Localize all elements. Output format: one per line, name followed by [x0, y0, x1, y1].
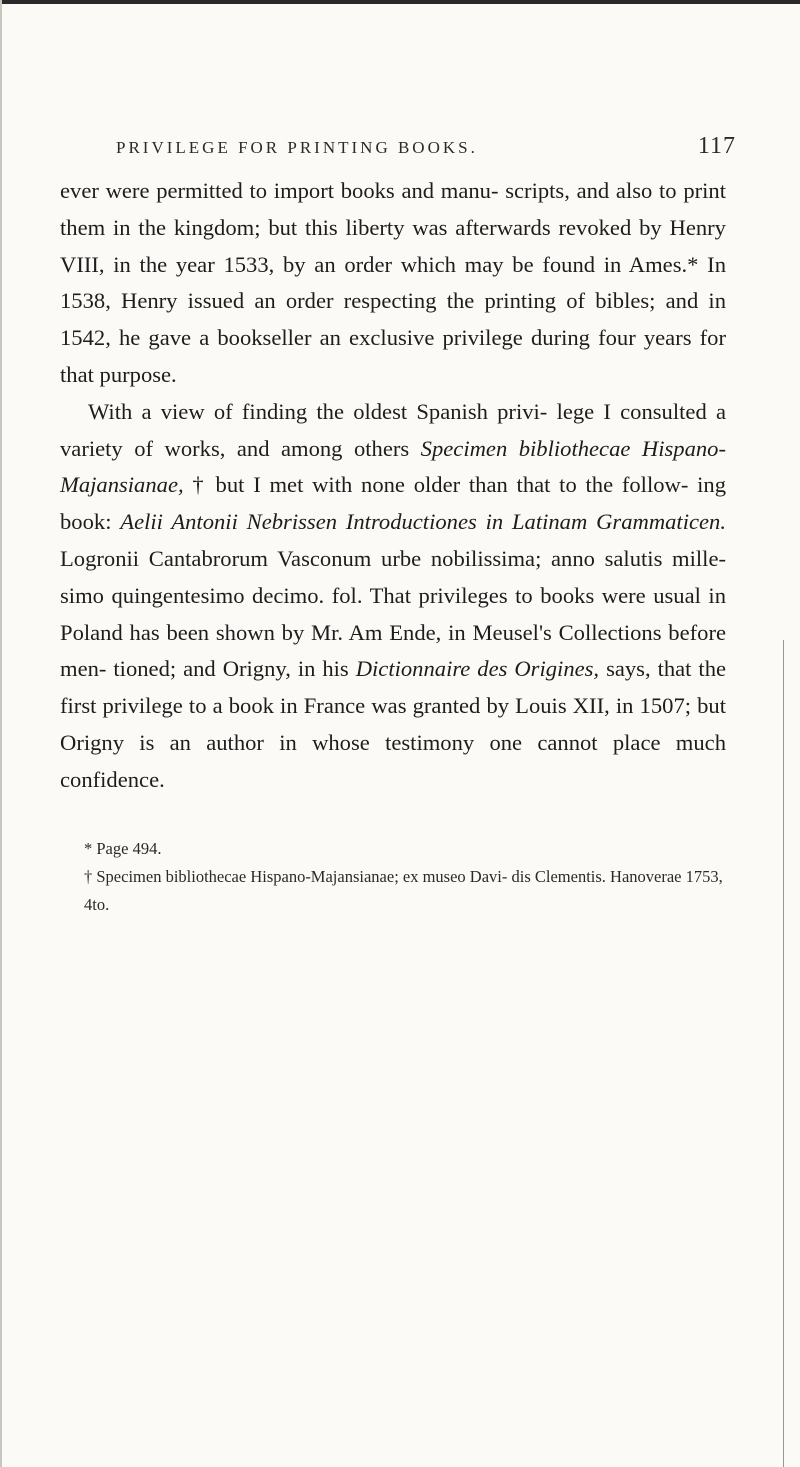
text-line: tioned; and Origny, in his: [113, 656, 349, 682]
paragraph-2: [60, 394, 726, 799]
text-line: order respecting the printing of bibles; and in: [285, 288, 726, 314]
footnotes: [84, 835, 726, 919]
italic-title: Dictionnaire des Origines,: [355, 656, 600, 682]
text-line: Logronii Cantabrorum: [60, 545, 268, 571]
footnote-2-line: † Specimen bibliothecae Hispano-Majansianae; ex museo Davi-: [84, 866, 508, 886]
footnote-2-line: dis Clementis. Hanoverae 1753, 4to.: [84, 866, 723, 914]
text-line: during four years for that purpose.: [60, 325, 727, 387]
text-line: Vasconum urbe nobilissima; anno salutis mille-: [277, 545, 726, 571]
running-title: PRIVILEGE FOR PRINTING BOOKS.: [116, 138, 478, 157]
page-right-edge: [783, 640, 784, 1467]
text-line: Mr. Am Ende, in Meusel's Collections before men-: [60, 619, 727, 682]
text-line: much confidence.: [60, 729, 726, 792]
text-line: With a view of finding the oldest Spanish privi-: [88, 398, 548, 424]
text-line: to books were usual in Poland has been shown by: [60, 582, 726, 645]
text-line: was granted by Louis XII, in 1507; but Origny: [60, 693, 726, 755]
text-line: scripts, and also to print them in the kingdom;: [60, 178, 726, 240]
italic-title: Aelii Antonii Nebrissen Introductiones: [120, 509, 477, 535]
book-page: [60, 133, 736, 919]
text-line: found in Ames.* In 1538, Henry issued an: [60, 251, 726, 314]
running-head: [116, 133, 736, 173]
italic-title: Specimen bibliothecae Hispano-Majansianae,: [60, 435, 726, 498]
text-line: but this liberty was afterwards revoked by Henry: [268, 214, 726, 240]
text-line: ever were permitted to import books and manu-: [60, 178, 499, 203]
footnote-ref-dagger: † but: [192, 472, 245, 498]
text-line: says, that the first privilege to a book in France: [60, 656, 727, 719]
text-line: ing book:: [60, 472, 727, 535]
text-line: lege I consulted a variety of works, and among others: [60, 398, 726, 461]
body-text: [60, 173, 726, 799]
footnote-1: * Page 494.: [84, 838, 162, 858]
page-top-edge: [0, 0, 800, 4]
footnote-2: [84, 863, 726, 919]
italic-title: in Latinam Grammaticen.: [485, 509, 726, 535]
paragraph-1: [60, 173, 726, 394]
text-line: simo quingentesimo decimo. fol. That privileges: [60, 582, 508, 608]
text-line: is an author in whose testimony one cannot place: [139, 729, 661, 755]
text-line: 1542, he gave a bookseller an exclusive privilege: [60, 325, 523, 351]
page-left-edge: [0, 0, 2, 1467]
page-number: 117: [697, 133, 736, 159]
text-line: VIII, in the year 1533, by an order which may be: [60, 251, 534, 277]
text-line: I met with none older than that to the follow-: [253, 472, 689, 498]
